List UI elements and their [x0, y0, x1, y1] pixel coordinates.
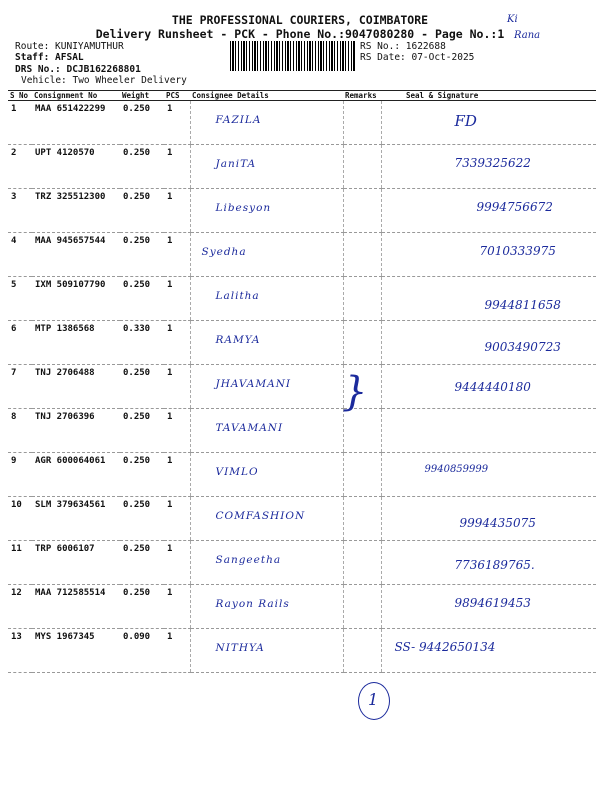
consignment-no: MYS 1967345	[32, 629, 120, 673]
consignee-name: VIMLO	[215, 466, 259, 478]
sno: 13	[8, 629, 32, 673]
consignment-no: TNJ 2706488	[32, 365, 120, 409]
consignment-no: MTP 1386568	[32, 321, 120, 365]
consignee-cell	[190, 189, 343, 233]
weight: 0.250	[120, 189, 164, 233]
signature-cell	[381, 497, 596, 541]
remarks-cell	[343, 453, 381, 497]
signature-text: 9894619453	[454, 596, 531, 610]
weight: 0.250	[120, 277, 164, 321]
signature-cell	[381, 453, 596, 497]
table-header-row	[8, 91, 596, 101]
remarks-cell	[343, 629, 381, 673]
sno: 11	[8, 541, 32, 585]
weight: 0.250	[120, 101, 164, 145]
consignee-cell	[190, 409, 343, 453]
col-remarks: Remarks	[343, 91, 381, 101]
remarks-cell	[343, 585, 381, 629]
consignee-name: Syedha	[201, 246, 247, 258]
pcs: 1	[164, 145, 190, 189]
rs-date: RS Date: 07-Oct-2025	[360, 52, 475, 63]
pcs: 1	[164, 101, 190, 145]
consignment-no: IXM 509107790	[32, 277, 120, 321]
pcs: 1	[164, 233, 190, 277]
consignment-no: AGR 600064061	[32, 453, 120, 497]
corner-note-1: Ki	[507, 14, 518, 25]
table-row	[8, 233, 596, 277]
company-title: THE PROFESSIONAL COURIERS, COIMBATORE	[171, 13, 429, 27]
table-row	[8, 189, 596, 233]
consignee-cell	[190, 101, 343, 145]
remarks-cell	[343, 541, 381, 585]
footer-mark: 1	[368, 690, 379, 709]
signature-text: 9994756672	[476, 200, 553, 214]
remarks-cell	[343, 277, 381, 321]
table-row	[8, 497, 596, 541]
consignment-no: TNJ 2706396	[32, 409, 120, 453]
remarks-cell	[343, 409, 381, 453]
signature-text: 9444440180	[454, 380, 531, 394]
pcs: 1	[164, 365, 190, 409]
pcs: 1	[164, 453, 190, 497]
signature-cell	[381, 233, 596, 277]
sno: 12	[8, 585, 32, 629]
consignee-name: JaniTA	[215, 158, 257, 170]
pcs: 1	[164, 321, 190, 365]
weight: 0.250	[120, 585, 164, 629]
pcs: 1	[164, 409, 190, 453]
pcs: 1	[164, 541, 190, 585]
consignee-cell	[190, 365, 343, 409]
sno: 1	[8, 101, 32, 145]
consignment-no: SLM 379634561	[32, 497, 120, 541]
consignee-cell	[190, 585, 343, 629]
col-pcs: PCS	[164, 91, 190, 101]
table-row	[8, 145, 596, 189]
pcs: 1	[164, 277, 190, 321]
consignment-no: TRP 6006107	[32, 541, 120, 585]
signature-text: 7339325622	[454, 156, 531, 170]
consignee-name: Libesyon	[215, 202, 272, 214]
signature-text: 9944811658	[484, 298, 561, 312]
remarks-cell	[343, 233, 381, 277]
table-row	[8, 541, 596, 585]
weight: 0.250	[120, 409, 164, 453]
pcs: 1	[164, 585, 190, 629]
table-row	[8, 453, 596, 497]
remarks-cell	[343, 189, 381, 233]
sno: 2	[8, 145, 32, 189]
consignment-no: MAA 712585514	[32, 585, 120, 629]
sno: 3	[8, 189, 32, 233]
sno: 7	[8, 365, 32, 409]
consignee-name: JHAVAMANI	[215, 378, 292, 390]
col-signature: Seal & Signature	[381, 91, 596, 101]
remarks-cell	[343, 101, 381, 145]
runsheet-table	[8, 90, 596, 673]
weight: 0.250	[120, 453, 164, 497]
weight: 0.250	[120, 365, 164, 409]
col-weight: Weight	[120, 91, 164, 101]
consignee-cell	[190, 541, 343, 585]
consignee-cell	[190, 629, 343, 673]
sno: 6	[8, 321, 32, 365]
col-consignee: Consignee Details	[190, 91, 343, 101]
consignment-no: TRZ 325512300	[32, 189, 120, 233]
consignee-cell	[190, 277, 343, 321]
consignee-cell	[190, 233, 343, 277]
table-row	[8, 277, 596, 321]
staff-label: Staff: AFSAL	[15, 52, 84, 63]
table-row	[8, 409, 596, 453]
weight: 0.090	[120, 629, 164, 673]
signature-text: FD	[454, 112, 477, 130]
consignee-name: RAMYA	[215, 334, 261, 346]
consignee-name: Sangeetha	[215, 554, 282, 566]
consignment-no: MAA 651422299	[32, 101, 120, 145]
signature-cell	[381, 585, 596, 629]
col-consignment: Consignment No	[32, 91, 120, 101]
signature-cell	[381, 629, 596, 673]
table-row	[8, 629, 596, 673]
signature-text: 9940859999	[424, 464, 489, 475]
weight: 0.330	[120, 321, 164, 365]
consignee-cell	[190, 497, 343, 541]
corner-note-2: Rana	[514, 30, 541, 41]
rs-number: RS No.: 1622688	[360, 41, 446, 52]
signature-text: 7736189765.	[454, 558, 535, 572]
remarks-cell	[343, 321, 381, 365]
weight: 0.250	[120, 541, 164, 585]
consignee-name: TAVAMANI	[215, 422, 284, 434]
pcs: 1	[164, 629, 190, 673]
weight: 0.250	[120, 233, 164, 277]
drs-label: DRS No.: DCJB162268801	[15, 64, 141, 75]
col-sno: S No	[8, 91, 32, 101]
signature-cell	[381, 541, 596, 585]
consignee-cell	[190, 145, 343, 189]
bracket-mark: }	[342, 369, 368, 415]
weight: 0.250	[120, 497, 164, 541]
sno: 9	[8, 453, 32, 497]
signature-cell	[381, 101, 596, 145]
consignee-name: Rayon Rails	[215, 598, 290, 610]
sno: 4	[8, 233, 32, 277]
remarks-cell	[343, 497, 381, 541]
table-row	[8, 365, 596, 409]
consignment-no: MAA 945657544	[32, 233, 120, 277]
signature-text: 7010333975	[479, 244, 556, 258]
signature-text: 9994435075	[459, 516, 536, 530]
consignee-name: COMFASHION	[215, 510, 306, 522]
runsheet-subtitle: Delivery Runsheet - PCK - Phone No.:9047080280 - Page No.:1	[95, 27, 505, 41]
signature-cell	[381, 145, 596, 189]
signature-cell	[381, 189, 596, 233]
consignee-name: FAZILA	[215, 114, 262, 126]
consignee-name: NITHYA	[215, 642, 265, 654]
signature-cell	[381, 321, 596, 365]
signature-cell	[381, 409, 596, 453]
consignment-no: UPT 4120570	[32, 145, 120, 189]
signature-cell	[381, 365, 596, 409]
remarks-cell	[343, 145, 381, 189]
consignee-name: Lalitha	[215, 290, 260, 302]
sno: 8	[8, 409, 32, 453]
weight: 0.250	[120, 145, 164, 189]
consignee-cell	[190, 321, 343, 365]
consignee-cell	[190, 453, 343, 497]
route-label: Route: KUNIYAMUTHUR	[15, 41, 124, 52]
barcode	[230, 41, 356, 71]
sno: 5	[8, 277, 32, 321]
signature-text: SS- 9442650134	[394, 640, 496, 654]
signature-text: 9003490723	[484, 340, 561, 354]
table-row	[8, 101, 596, 145]
sno: 10	[8, 497, 32, 541]
vehicle-label: Vehicle: Two Wheeler Delivery	[21, 75, 187, 86]
table-row	[8, 321, 596, 365]
pcs: 1	[164, 189, 190, 233]
signature-cell	[381, 277, 596, 321]
pcs: 1	[164, 497, 190, 541]
table-row	[8, 585, 596, 629]
